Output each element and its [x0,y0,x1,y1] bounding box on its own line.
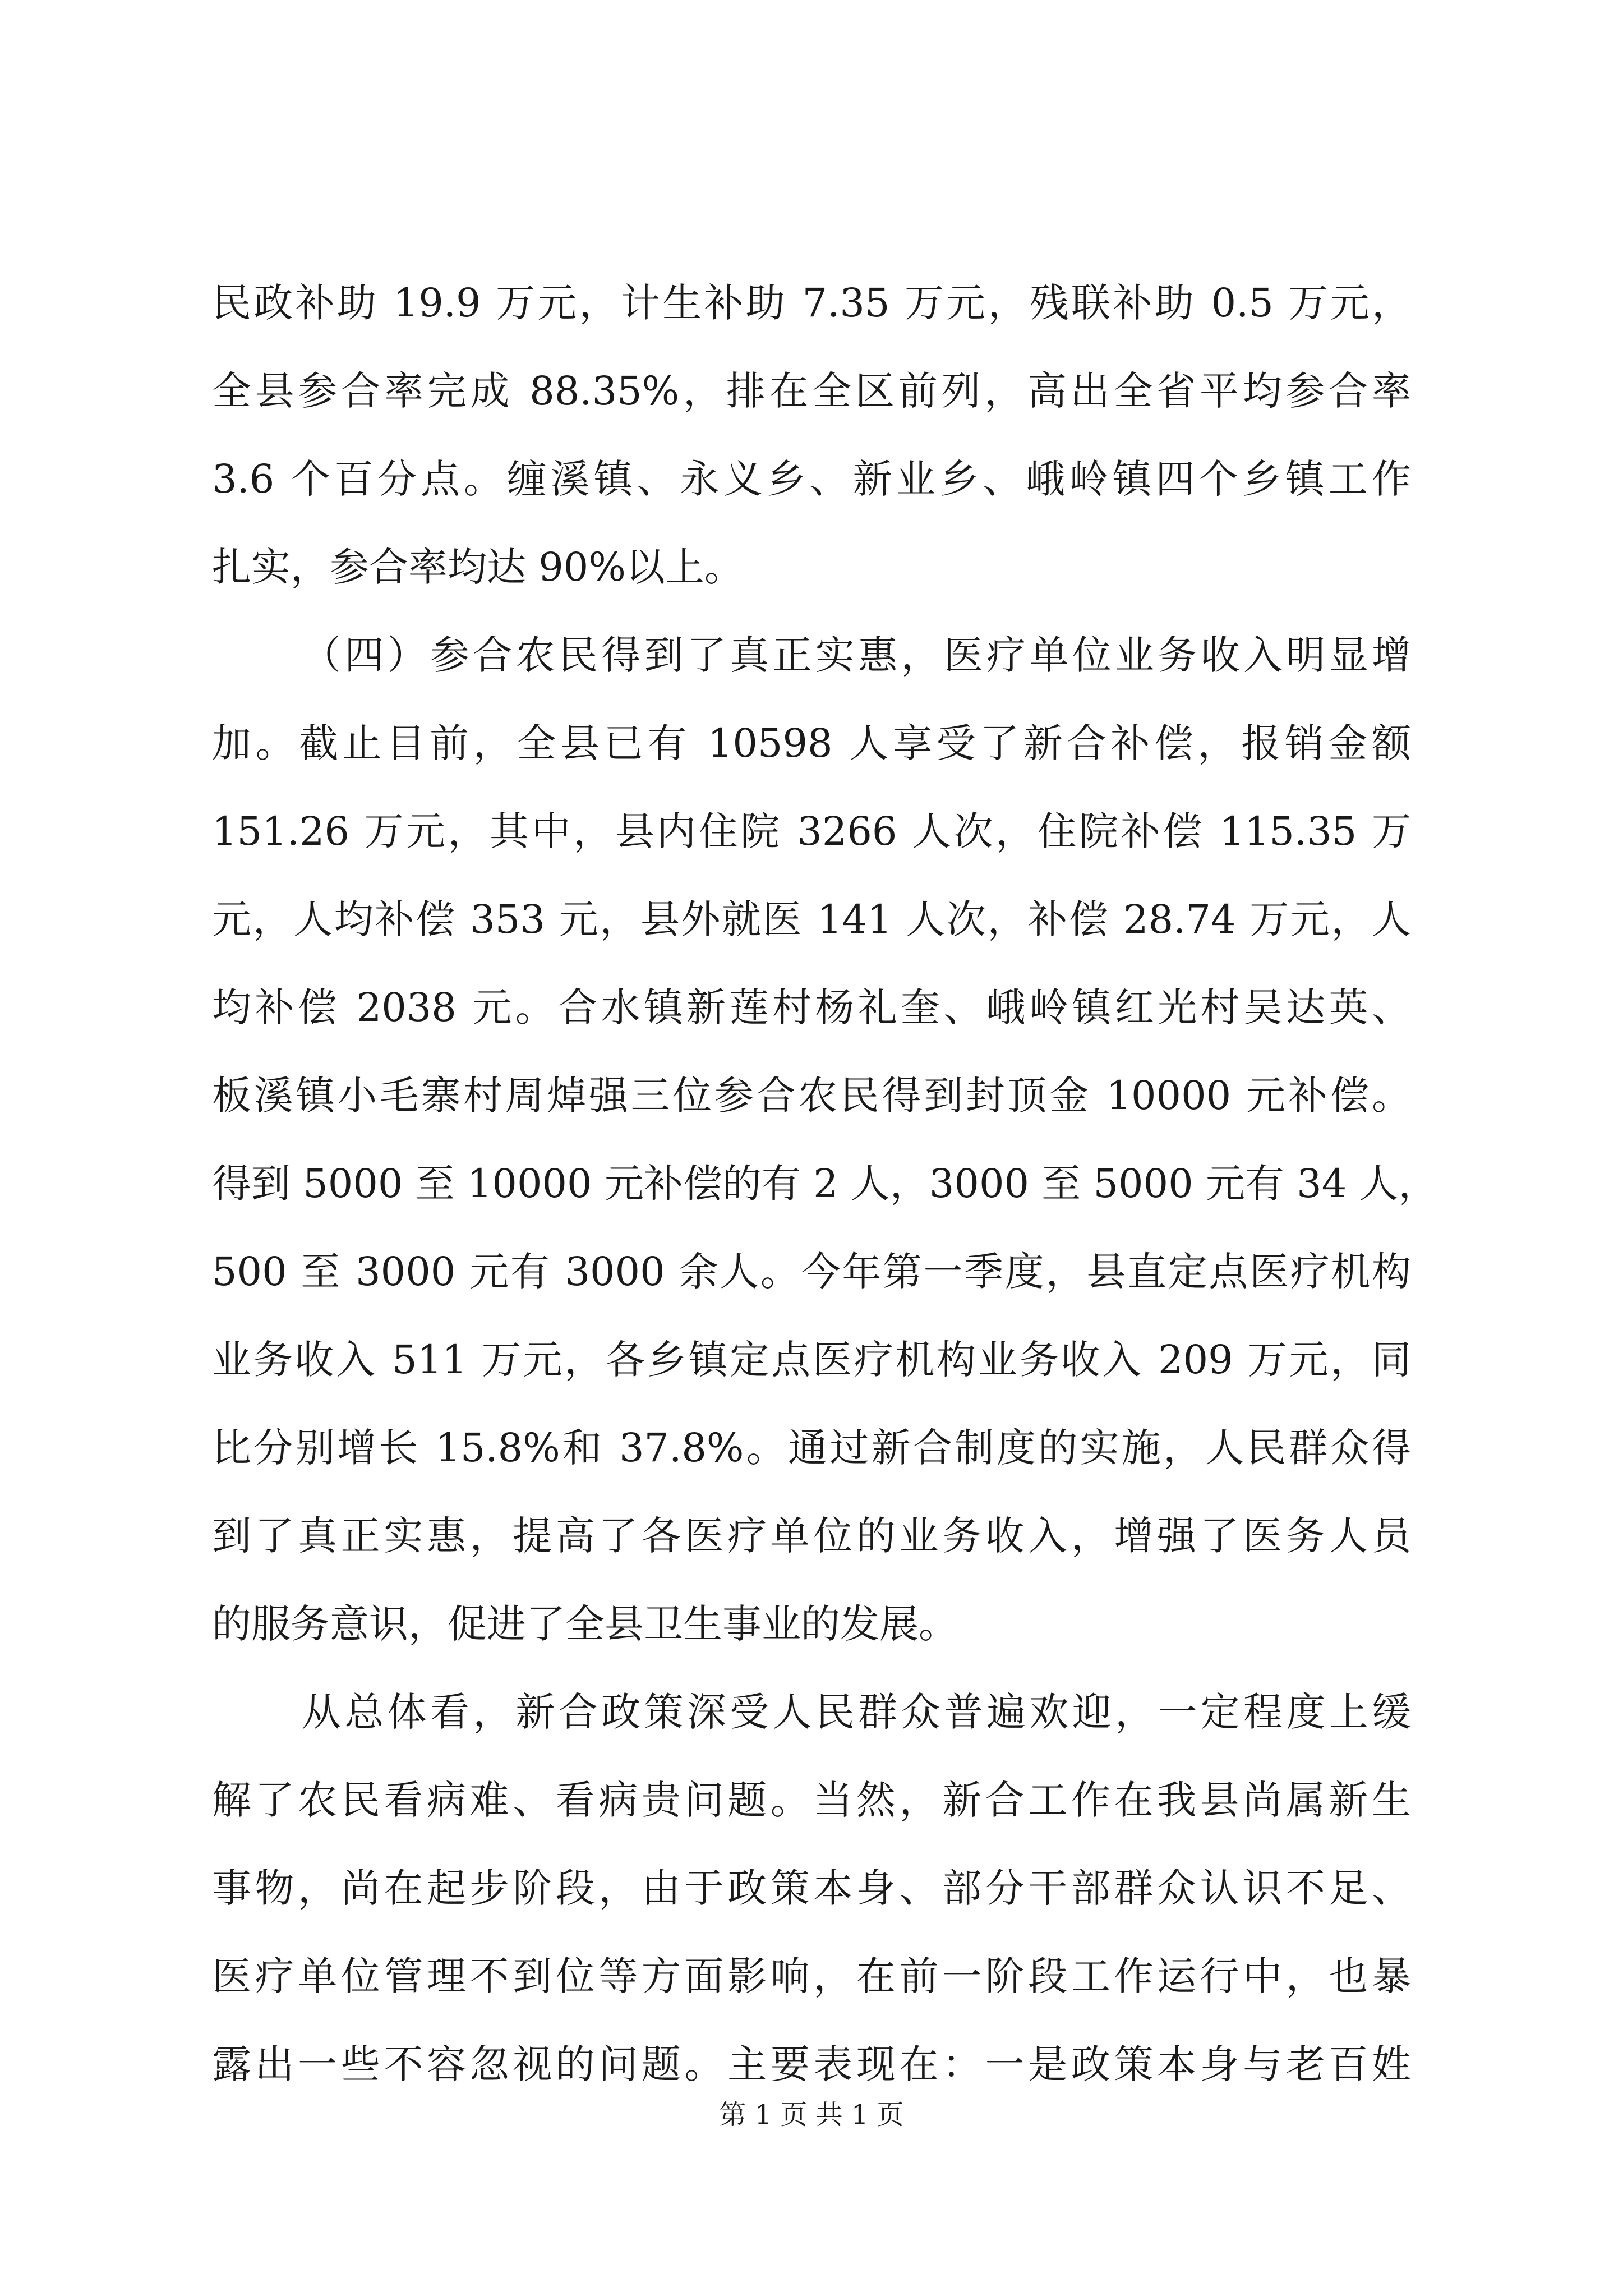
paragraph-first-line: （四）参合农民得到了真正实惠，医疗单位业务收入明显增 [302,632,1411,678]
text-line: 到了真正实惠，提高了各医疗单位的业务收入，增强了医务人员 [212,1513,1411,1559]
text-line: 民政补助 19.9 万元，计生补助 7.35 万元，残联补助 0.5 万元， [212,280,1411,326]
page-footer: 第 1 页 共 1 页 [719,2099,904,2131]
text-line: 扎实，参合率均达 90%以上。 [212,544,744,590]
text-line: 得到 5000 至 10000 元补偿的有 2 人，3000 至 5000 元有 34 人， [212,1161,1438,1207]
text-line: 均补偿 2038 元。合水镇新莲村杨礼奎、峨岭镇红光村吴达英、 [212,984,1411,1030]
text-line: 板溪镇小毛寨村周焯强三位参合农民得到封顶金 10000 元补偿。 [212,1073,1411,1119]
paragraph-first-line: 从总体看，新合政策深受人民群众普遍欢迎，一定程度上缓 [302,1689,1411,1735]
text-line: 的服务意识，促进了全县卫生事业的发展。 [212,1601,958,1647]
text-line: 151.26 万元，其中，县内住院 3266 人次，住院补偿 115.35 万 [212,808,1411,854]
text-line: 事物，尚在起步阶段，由于政策本身、部分干部群众认识不足、 [212,1865,1411,1911]
text-line: 露出一些不容忽视的问题。主要表现在：一是政策本身与老百姓 [212,2041,1411,2087]
text-line: 医疗单位管理不到位等方面影响，在前一阶段工作运行中，也暴 [212,1953,1411,1999]
text-line: 3.6 个百分点。缠溪镇、永义乡、新业乡、峨岭镇四个乡镇工作 [212,456,1411,502]
text-line: 加。截止目前，全县已有 10598 人享受了新合补偿，报销金额 [212,720,1411,766]
text-line: 业务收入 511 万元，各乡镇定点医疗机构业务收入 209 万元，同 [212,1337,1411,1383]
text-line: 比分别增长 15.8%和 37.8%。通过新合制度的实施，人民群众得 [212,1425,1411,1471]
text-line: 元，人均补偿 353 元，县外就医 141 人次，补偿 28.74 万元，人 [212,896,1411,942]
text-line: 500 至 3000 元有 3000 余人。今年第一季度，县直定点医疗机构 [212,1249,1411,1295]
document-body [212,259,1438,2109]
text-line: 全县参合率完成 88.35%，排在全区前列，高出全省平均参合率 [212,368,1411,414]
text-line: 解了农民看病难、看病贵问题。当然，新合工作在我县尚属新生 [212,1777,1411,1823]
